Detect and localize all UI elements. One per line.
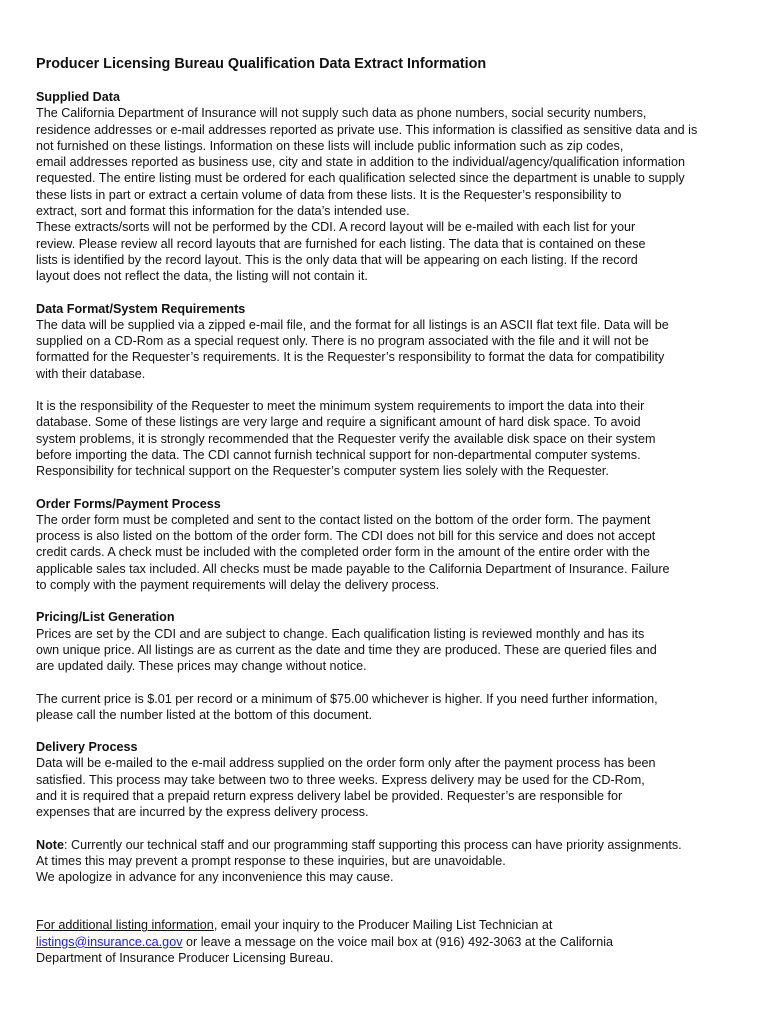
paragraph-line: satisfied. This process may take between two to three weeks. Express delivery may be used for the CD-Rom, [36,772,645,787]
note-text: : Currently our technical staff and our programming staff supporting this process can have priority assignments. [64,837,682,852]
paragraph-line: layout does not reflect the data, the listing will not contain it. [36,269,368,284]
paragraph-line: residence addresses or e-mail addresses reported as private use. This information is classified as sensitive data and is [36,122,698,137]
paragraph-line: with their database. [36,366,146,381]
page-title: Producer Licensing Bureau Qualification Data Extract Information [36,56,487,72]
note-label: Note [36,837,64,852]
paragraph-line: The order form must be completed and sent to the contact listed on the bottom of the order form. The payment [36,512,651,527]
footer-line [36,934,768,950]
paragraph-line: process is also listed on the bottom of the order form. The CDI does not bill for this service and does not accept [36,529,656,544]
section-delivery [36,739,768,820]
paragraph-line: expenses that are incurred by the express delivery process. [36,805,369,820]
paragraph-line: It is the responsibility of the Requester to meet the minimum system requirements to import the data into their [36,399,645,414]
paragraph-line: The current price is $.01 per record or a minimum of $75.00 whichever is higher. If you need further information, [36,691,658,706]
paragraph-line: are updated daily. These prices may change without notice. [36,659,367,674]
footer-line [36,917,768,933]
paragraph-line: before importing the data. The CDI cannot furnish technical support for non-departmental computer systems. [36,447,641,462]
paragraph-line: and it is required that a prepaid return express delivery label be provided. Requester’s are responsible for [36,788,623,803]
section-heading: Delivery Process [36,740,138,755]
footer-text: , email your inquiry to the Producer Mailing List Technician at [213,918,553,933]
paragraph-line: database. Some of these listings are very large and require a significant amount of hard disk space. To avoid [36,415,641,430]
section-heading: Order Forms/Payment Process [36,496,221,511]
paragraph-line: applicable sales tax included. All checks must be made payable to the California Department of Insurance. Failure [36,561,670,576]
footer-contact [36,917,768,966]
paragraph-line: to comply with the payment requirements will delay the delivery process. [36,578,440,593]
paragraph-line: Prices are set by the CDI and are subject to change. Each qualification listing is reviewed monthly and has its [36,626,645,641]
paragraph-line: These extracts/sorts will not be performed by the CDI. A record layout will be e-mailed with each list for your [36,220,636,235]
section-heading: Supplied Data [36,90,120,104]
footer-line: Department of Insurance Producer Licensing Bureau. [36,951,334,966]
paragraph-line: requested. The entire listing must be ordered for each qualification selected since the department is unable to supply [36,171,685,186]
paragraph-line: We apologize in advance for any inconvenience this may cause. [36,870,394,885]
paragraph-spacer [36,675,768,691]
paragraph-line: please call the number listed at the bottom of this document. [36,707,373,722]
note-first-line [36,837,768,853]
section-pricing [36,609,768,723]
paragraph-line: lists is identified by the record layout. This is the only data that will be appearing on each listing. If the record [36,252,638,267]
paragraph-line: The data will be supplied via a zipped e-mail file, and the format for all listings is an ASCII flat text file. Data will be [36,317,669,332]
paragraph-line: own unique price. All listings are as current as the date and time they are produced. These are queried files and [36,642,657,657]
paragraph-line: extract, sort and format this information for the data’s intended use. [36,204,410,219]
paragraph-line: email addresses reported as business use, city and state in addition to the individual/agency/qualification information [36,155,685,170]
section-heading: Data Format/System Requirements [36,301,246,316]
document-body [36,55,768,966]
paragraph-line: The California Department of Insurance will not supply such data as phone numbers, social security numbers, [36,106,647,121]
paragraph-line: At times this may prevent a prompt response to these inquiries, but are unavoidable. [36,853,506,868]
paragraph-line: system problems, it is strongly recommended that the Requester verify the available disk space on their system [36,431,656,446]
paragraph-line: review. Please review all record layouts that are furnished for each listing. The data that is contained on these [36,236,646,251]
paragraph-spacer [36,382,768,398]
paragraph-line: these lists in part or extract a certain volume of data from these lists. It is the Requester’s responsibility to [36,187,622,202]
footer-text: or leave a message on the voice mail box at (916) 492-3063 at the California [182,934,614,949]
section-note [36,837,768,886]
paragraph-line: credit cards. A check must be included with the completed order form in the amount of the entire order with the [36,545,650,560]
section-order-forms [36,496,768,594]
email-link[interactable]: listings@insurance.ca.gov [36,934,183,949]
paragraph-line: Responsibility for technical support on the Requester’s computer system lies solely with the Requester. [36,464,609,479]
section-supplied-data [36,89,768,285]
paragraph-line: supplied on a CD-Rom as a special request only. There is no program associated with the file and it will not be [36,334,649,349]
additional-info-text: For additional listing information [36,918,214,933]
paragraph-line: not furnished on these listings. Information on these lists will include public information such as zip codes, [36,138,624,153]
paragraph-line: Data will be e-mailed to the e-mail address supplied on the order form only after the payment process has been [36,756,656,771]
section-heading: Pricing/List Generation [36,610,175,625]
section-data-format [36,301,768,480]
paragraph-line: formatted for the Requester’s requirements. It is the Requester’s responsibility to format the data for compatibility [36,350,665,365]
